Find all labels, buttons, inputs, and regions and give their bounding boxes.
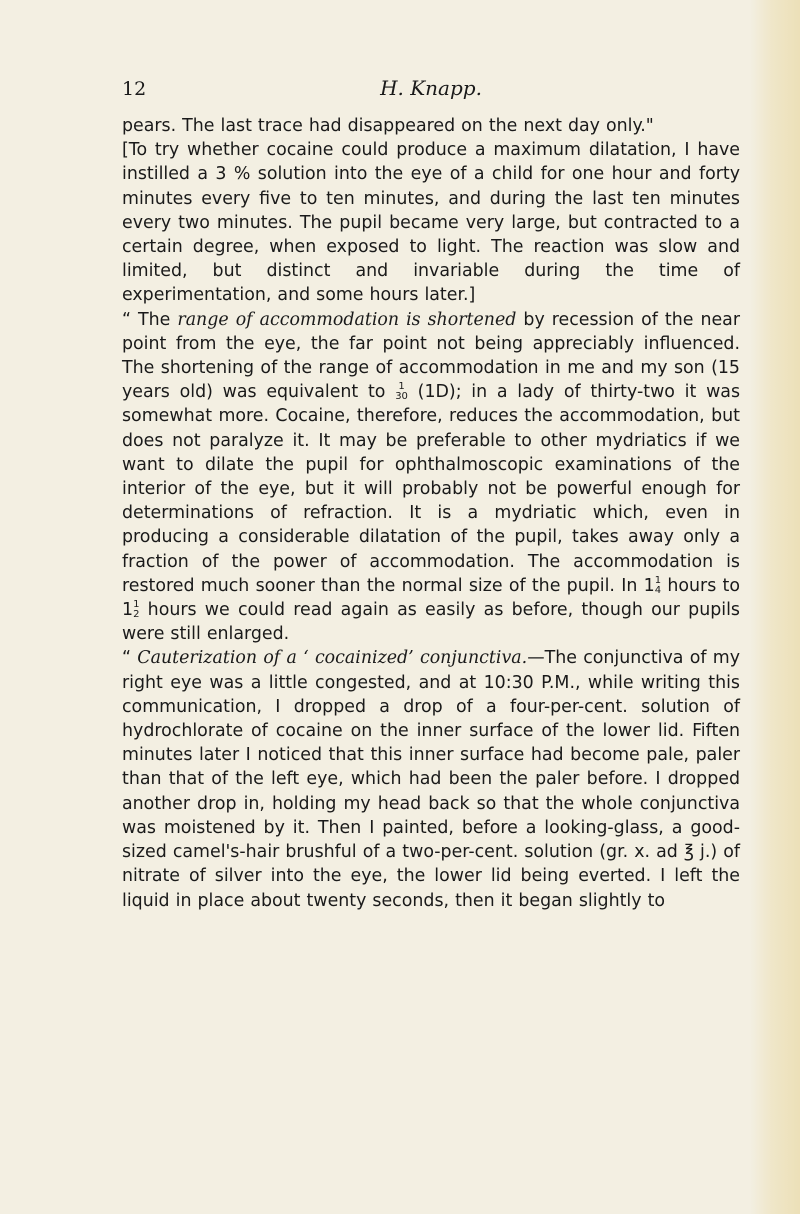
fraction-denominator: 30	[395, 391, 408, 403]
page-edge-shadow	[750, 0, 800, 1214]
fraction-one-thirtieth	[395, 382, 408, 402]
p4-italic-heading: Cauterization of a ‘ cocainized’ conjunctiva.	[137, 648, 528, 669]
fraction-numerator: 1	[654, 574, 662, 586]
p3-text-c: hours to 1	[122, 575, 740, 621]
paragraph-1: pears. The last trace had disappeared on the next day only."	[122, 116, 654, 136]
p3-text-a: by recession of the near point from the eye, the far point not being appreciably influenced. The shortening of the range of accommodation in me and my son (15 years old) was equivalent to	[122, 309, 740, 403]
paragraph-4	[122, 646, 740, 912]
paragraph-2: [To try whether cocaine could produce a maximum dilatation, I have instilled a 3 % solution into the eye of a child for one hour and forty minutes every five to ten minutes, and during the last ten minutes every two minutes. The pupil became very large, but contracted to a certain degree, when exposed to light. The reaction was slow and limited, but distinct and invariable during the time of experimentation, and some hours later.]	[122, 140, 740, 306]
running-head-text: H. Knapp.	[380, 76, 482, 100]
p3-text-b: (1D); in a lady of thirty-two it was somewhat more. Cocaine, therefore, reduces the accommodation, but does not paralyze it. It may be preferable to other mydriatics if we want to dilate the pupil for ophthalmoscopic examinations of the interior of the eye, but it will probably not be powerful enough for determinations of refraction. It is a mydriatic which, even in producing a considerable dilatation of the pupil, takes away only a fraction of the power of accommodation. The accommodation is restored much sooner than the normal size of the pupil. In 1	[122, 382, 741, 596]
p4-open-quote: “	[122, 648, 138, 669]
p4-text: —The conjunctiva of my right eye was a little congested, and at 10:30 P.M., while writing this communication, I dropped a drop of a four-per-cent. solution of hydrochlorate of cocaine on the inner surface of the lower lid. Fiften minutes later I noticed that this inner surface had become pale, paler than that of the left eye, which had been the paler before. I dropped another drop in, holding my head back so that the whole conjunctiva was moistened by it. Then I painted, before a looking-glass, a good-sized camel's-hair brushful of a two-per-cent. solution (gr. x. ad ℥ j.) of nitrate of silver into the eye, the lower lid being everted. I left the liquid in place about twenty seconds, then it began slightly to	[122, 648, 740, 911]
paragraph-3	[122, 308, 740, 647]
page-header	[122, 76, 740, 106]
p3-open-quote: “ The	[122, 309, 178, 330]
p3-italic-heading: range of accommodation is shortened	[177, 309, 517, 330]
body-text	[122, 114, 740, 913]
p3-text-d: hours we could read again as easily as before, though our pupils were still enlarged.	[122, 600, 740, 645]
fraction-numerator: 1	[133, 599, 140, 611]
fraction-denominator: 2	[133, 609, 140, 621]
running-head	[122, 76, 740, 100]
page-number: 12	[122, 78, 147, 100]
book-page	[122, 76, 740, 913]
fraction-numerator: 1	[398, 381, 405, 393]
fraction-denominator: 4	[654, 584, 662, 596]
